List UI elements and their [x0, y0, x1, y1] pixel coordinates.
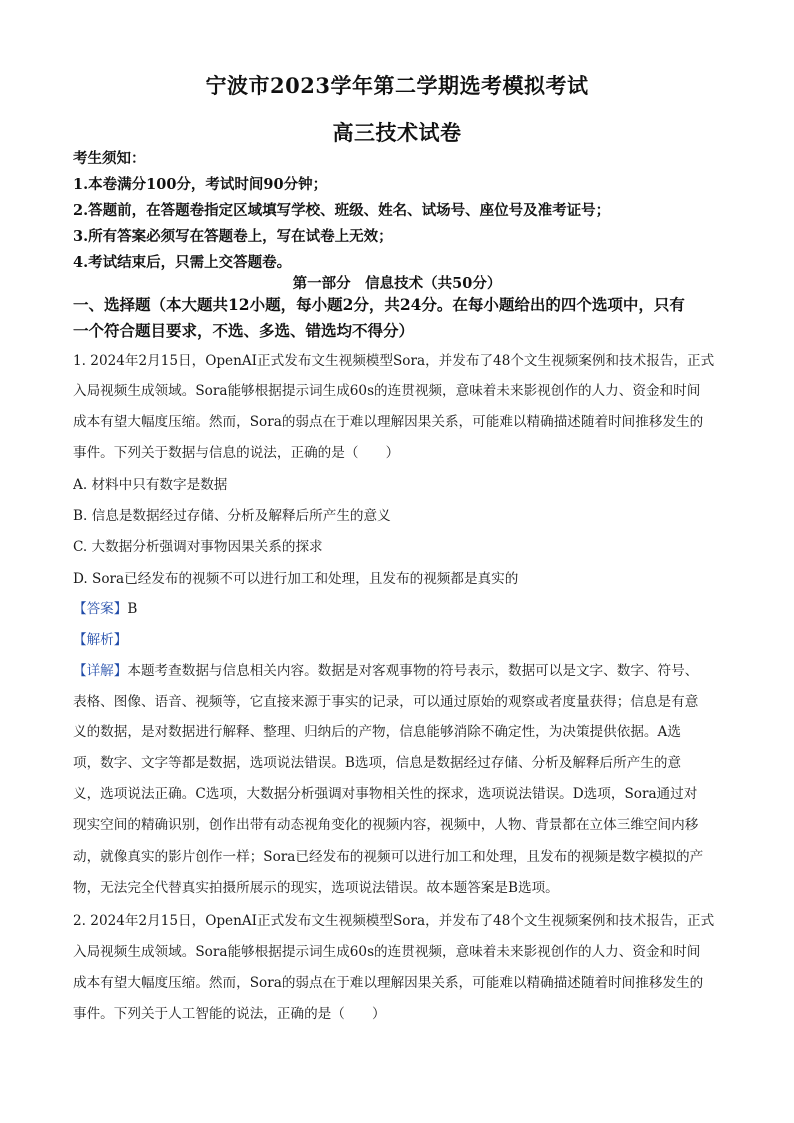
answer-label: 【答案】 [73, 601, 128, 617]
answer-row [73, 597, 723, 617]
option-a: A. 材料中只有数字是数据 [73, 477, 228, 493]
detail-line [73, 659, 723, 679]
question-1-line: 成本有望大幅度压缩。然而，Sora的弱点在于难以理解因果关系，可能难以精确描述随着时间推移发生的 [73, 414, 704, 430]
question-1-line: 事件。下列关于数据与信息的说法，正确的是（ ） [73, 445, 400, 461]
option-d: D. Sora已经发布的视频不可以进行加工和处理，且发布的视频都是真实的 [73, 571, 519, 587]
section-heading [73, 292, 725, 344]
candidate-notice [73, 146, 733, 276]
detail-line: 表格、图像、语音、视频等，它直接来源于事实的记录，可以通过原始的观察或者度量获得；信息是有意 [73, 694, 699, 710]
question-1-line: 1. 2024年2月15日，OpenAI正式发布文生视频模型Sora，并发布了48个文生视频案例和技术报告，正式 [73, 353, 715, 369]
answer-value: B [127, 601, 138, 617]
analysis-row [73, 628, 723, 648]
notice-item: 2.答题前，在答题卷指定区域填写学校、班级、姓名、试场号、座位号及准考证号； [73, 202, 611, 219]
option-c: C. 大数据分析强调对事物因果关系的探求 [73, 539, 323, 555]
question-2-line: 2. 2024年2月15日，OpenAI正式发布文生视频模型Sora，并发布了48个文生视频案例和技术报告，正式 [73, 913, 715, 929]
part-title: 第一部分 信息技术（共50分） [292, 275, 502, 292]
detail-line: 物，无法完全代替真实拍摄所展示的现实，选项说法错误。故本题答案是B选项。 [73, 880, 559, 896]
notice-item: 4.考试结束后，只需上交答题卷。 [73, 254, 292, 271]
detail-line: 义，选项说法正确。C选项，大数据分析强调对事物相关性的探求，选项说法错误。D选项，Sora通过对 [73, 786, 698, 802]
detail-label: 【详解】 [73, 663, 128, 679]
section-heading-line: 一个符合题目要求，不选、多选、错选均不得分） [73, 321, 415, 340]
section-heading-line: 一、选择题（本大题共12小题，每小题2分，共24分。在每小题给出的四个选项中，只有 [73, 295, 685, 314]
analysis-label: 【解析】 [73, 632, 128, 648]
notice-heading: 考生须知： [73, 150, 146, 167]
detail-text: 本题考查数据与信息相关内容。数据是对客观事物的符号表示，数据可以是文字、数字、符号、 [127, 663, 699, 679]
notice-item: 3.所有答案必须写在答题卷上，写在试卷上无效； [73, 228, 393, 245]
detail-line: 项，数字、文字等都是数据，选项说法错误。B选项，信息是数据经过存储、分析及解释后所产生的意 [73, 755, 682, 771]
exam-subtitle: 高三技术试卷 [332, 120, 462, 145]
detail-line: 现实空间的精确识别，创作出带有动态视角变化的视频内容，视频中，人物、背景都在立体三维空间内移 [73, 817, 699, 833]
detail-line: 义的数据，是对数据进行解释、整理、归纳后的产物，信息能够消除不确定性，为决策提供依据。A选 [73, 724, 681, 740]
option-b: B. 信息是数据经过存储、分析及解释后所产生的意义 [73, 508, 391, 524]
detail-line: 动，就像真实的影片创作一样；Sora已经发布的视频可以进行加工和处理，且发布的视频是数字模拟的产 [73, 849, 704, 865]
question-2-line: 入局视频生成领域。Sora能够根据提示词生成60s的连贯视频，意味着未来影视创作的人力、资金和时间 [73, 944, 701, 960]
notice-item: 1.本卷满分100分，考试时间90分钟； [73, 176, 328, 193]
exam-title: 宁波市2023学年第二学期选考模拟考试 [205, 73, 589, 98]
question-2-line: 成本有望大幅度压缩。然而，Sora的弱点在于难以理解因果关系，可能难以精确描述随着时间推移发生的 [73, 975, 704, 991]
question-2-line: 事件。下列关于人工智能的说法，正确的是（ ） [73, 1006, 386, 1022]
question-1-line: 入局视频生成领域。Sora能够根据提示词生成60s的连贯视频，意味着未来影视创作的人力、资金和时间 [73, 383, 701, 399]
